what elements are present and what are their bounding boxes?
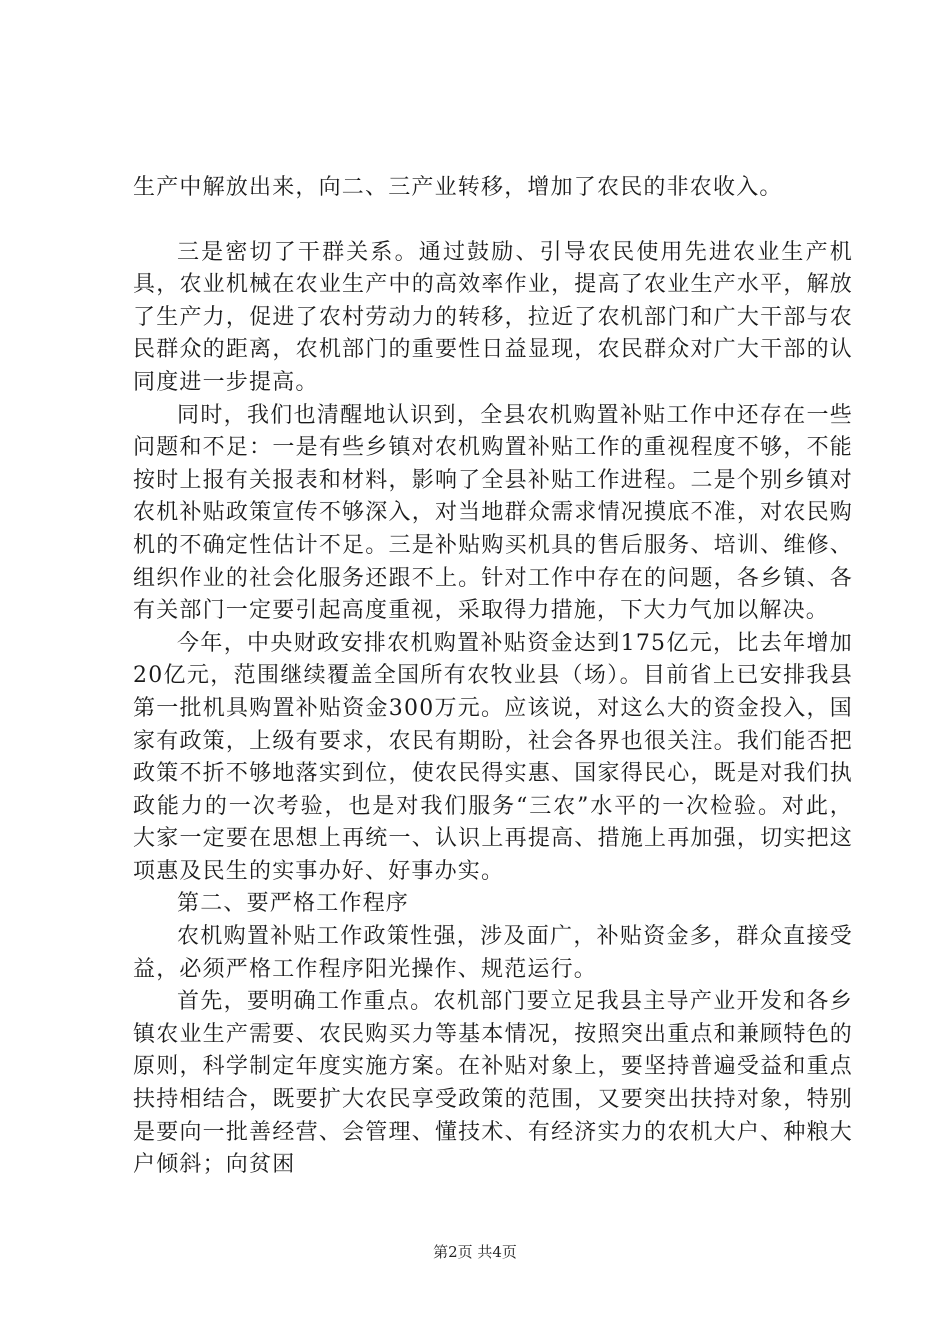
section-heading-procedure: 第二、要严格工作程序 [177, 891, 410, 917]
paragraph-procedure-intro: 农机购置补贴工作政策性强，涉及面广，补贴资金多，群众直接受益，必须严格工作程序阳光操作、规范运行。 [133, 924, 853, 982]
paragraph-problems: 同时，我们也清醒地认识到，全县农机购置补贴工作中还存在一些问题和不足：一是有些乡镇对农机购置补贴工作的重视程度不够，不能按时上报有关报表和材料，影响了全县补贴工作进程。二是个别乡镇对农机补贴政策宣传不够深入，对当地群众需求情况摸底不准，对农民购机的不确定性估计不足。三是补贴购买机具的售后服务、培训、维修、组织作业的社会化服务还跟不上。针对工作中存在的问题，各乡镇、各有关部门一定要引起高度重视，采取得力措施，下大力气加以解决。 [133, 402, 853, 624]
paragraph-funding: 今年，中央财政安排农机购置补贴资金达到175亿元，比去年增加20亿元，范围继续覆盖全国所有农牧业县（场）。目前省上已安排我县第一批机具购置补贴资金300万元。应该说，对这么大的资金投入，国家有政策，上级有要求，农民有期盼，社会各界也很关注。我们能否把政策不折不够地落实到位，使农民得实惠、国家得民心，既是对我们执政能力的一次考验，也是对我们服务“三农”水平的一次检验。对此，大家一定要在思想上再统一、认识上再提高、措施上再加强，切实把这项惠及民生的实事办好、好事办实。 [133, 630, 853, 884]
paragraph-gap [133, 205, 853, 237]
paragraph-key-points: 首先，要明确工作重点。农机部门要立足我县主导产业开发和各乡镇农业生产需要、农民购买力等基本情况，按照突出重点和兼顾特色的原则，科学制定年度实施方案。在补贴对象上，要坚持普遍受益和重点扶持相结合，既要扩大农民享受政策的范围，又要突出扶持对象，特别是要向一批善经营、会管理、懂技术、有经济实力的农机大户、种粮大户倾斜；向贫困 [133, 989, 853, 1178]
document-body [133, 172, 853, 1182]
page-footer: 第2页 共4页 [433, 1243, 517, 1261]
paragraph-cadre-relations: 三是密切了干群关系。通过鼓励、引导农民使用先进农业生产机具，农业机械在农业生产中的高效率作业，提高了农业生产水平，解放了生产力，促进了农村劳动力的转移，拉近了农机部门和广大干部与农民群众的距离，农机部门的重要性日益显现，农民群众对广大干部的认同度进一步提高。 [133, 239, 853, 395]
paragraph-continuation: 生产中解放出来，向二、三产业转移，增加了农民的非农收入。 [133, 175, 783, 200]
